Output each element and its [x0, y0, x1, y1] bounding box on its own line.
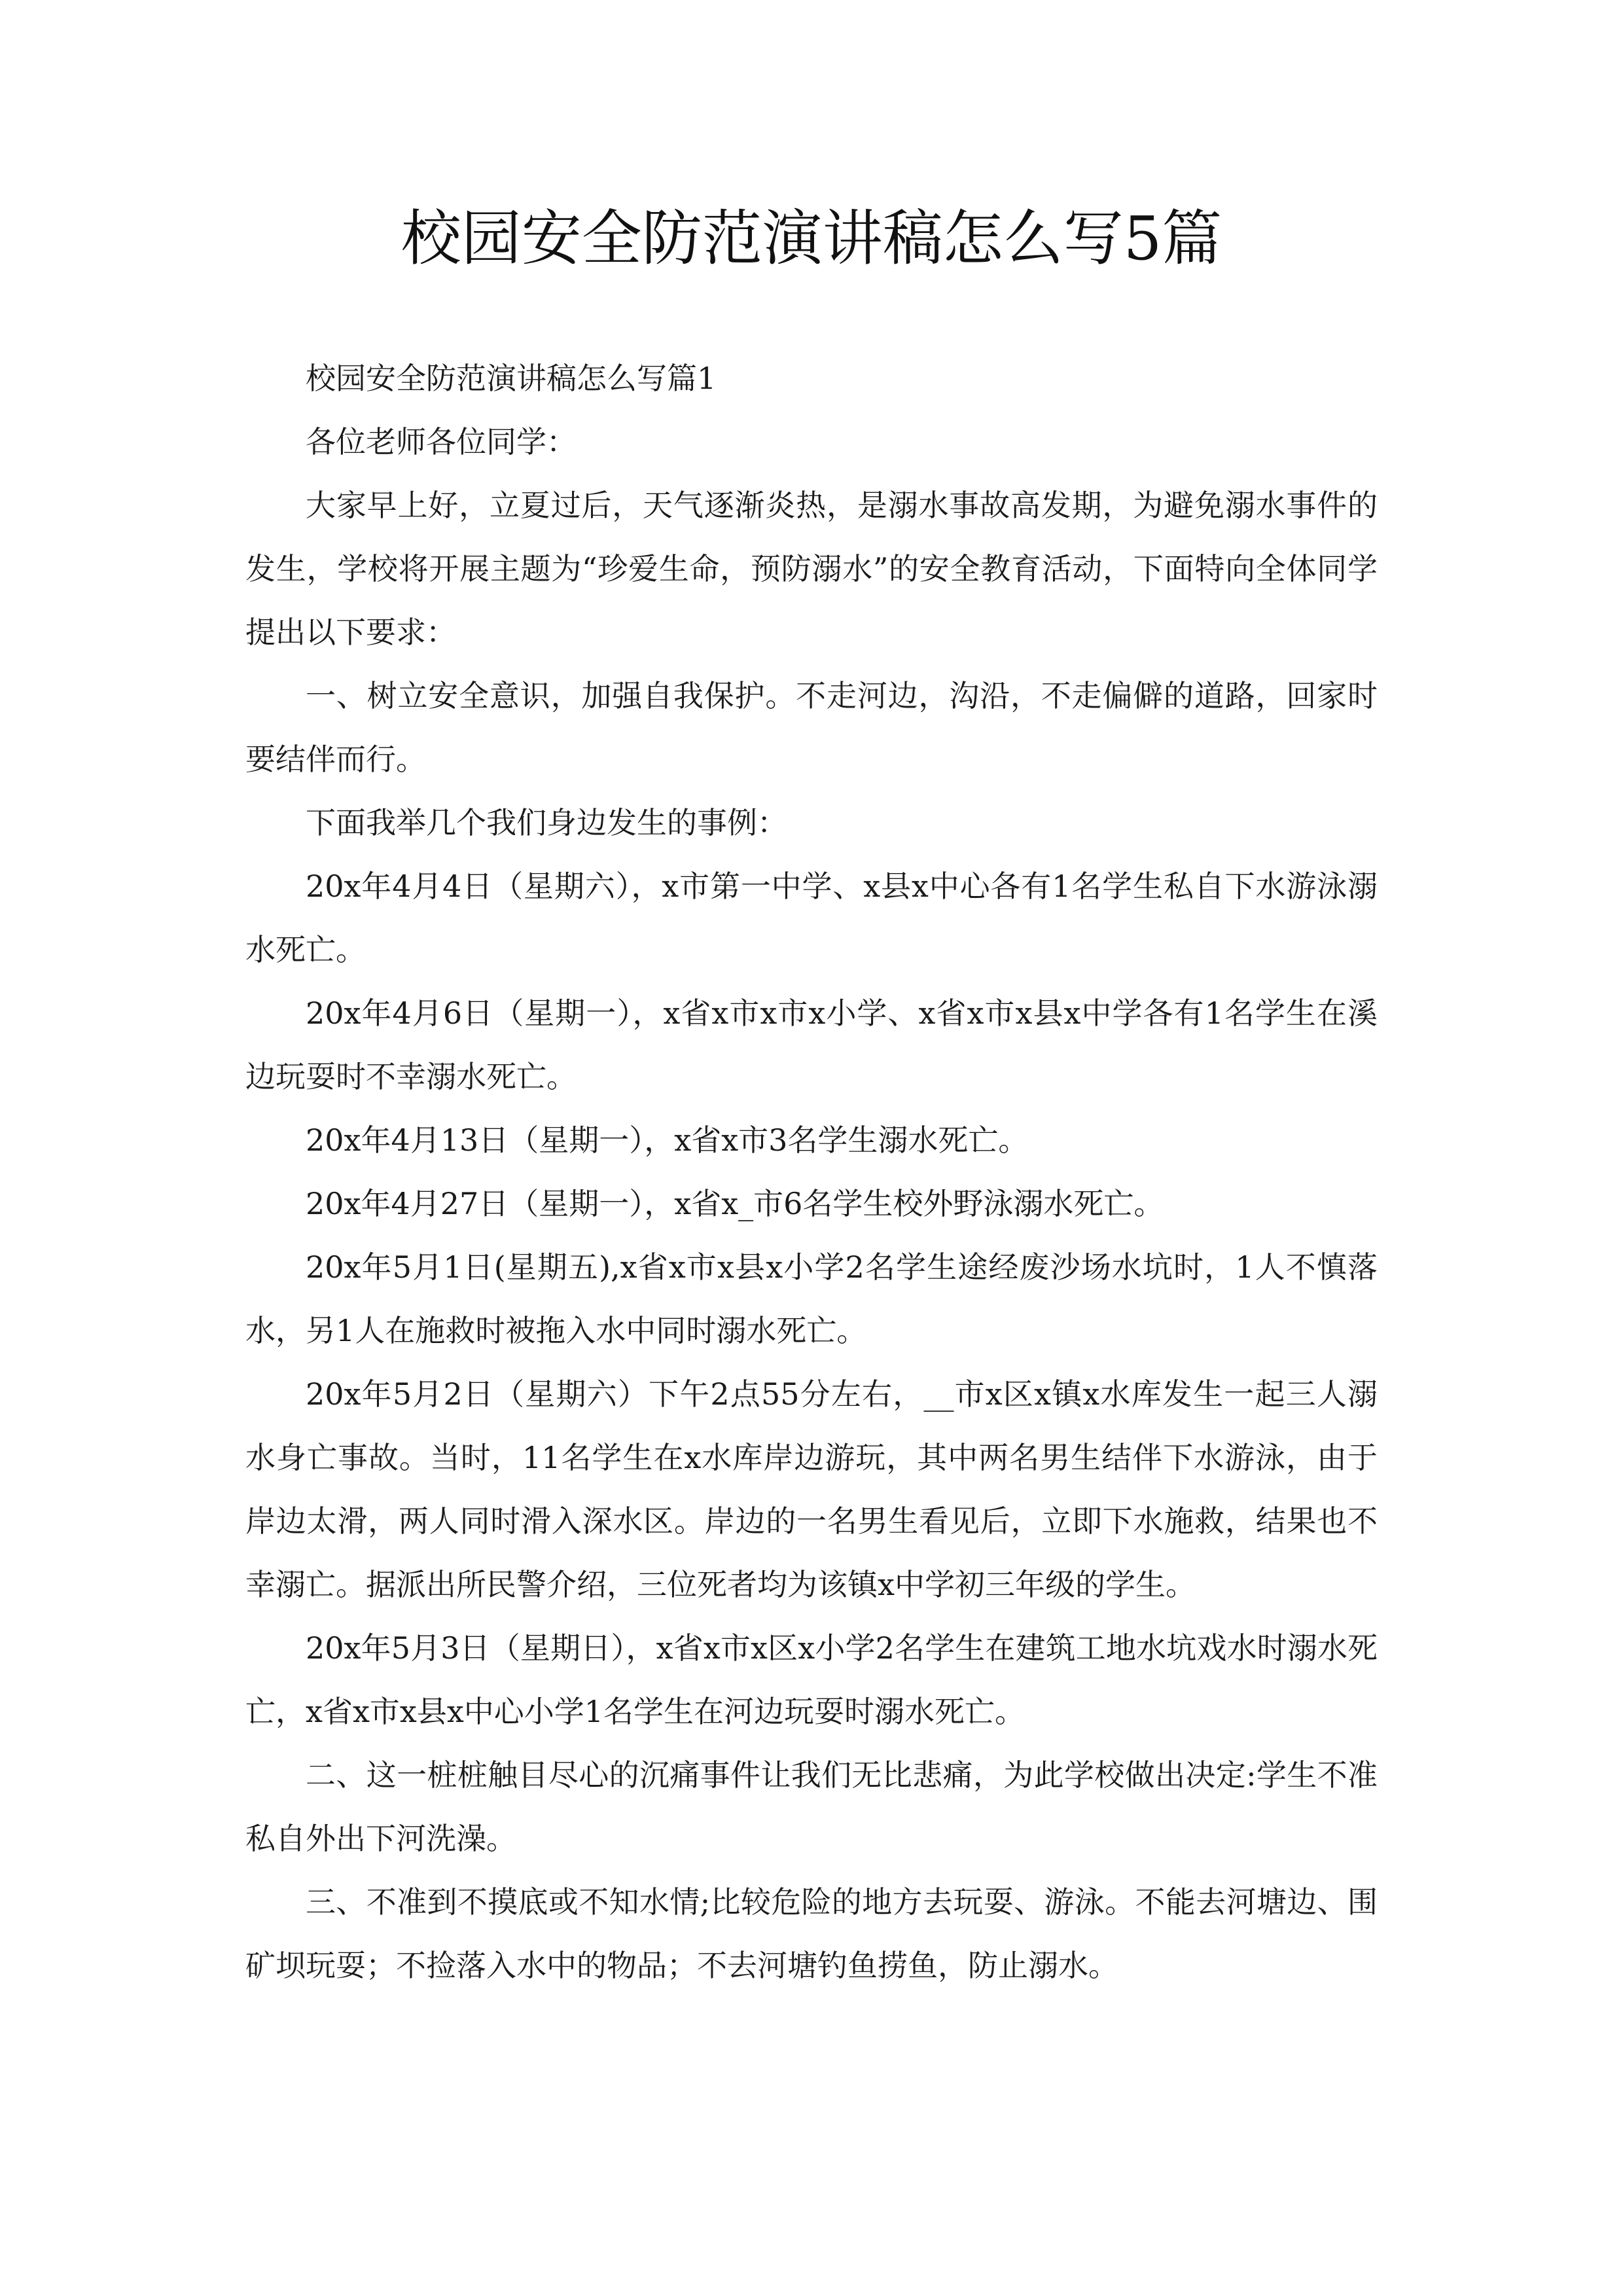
- paragraph-example: 20x年4月13日（星期一），x省x市3名学生溺水死亡。: [306, 1122, 1029, 1158]
- document-body: [245, 347, 1378, 1998]
- paragraph-section-heading: 校园安全防范演讲稿怎么写篇1: [306, 361, 717, 396]
- paragraph-rule-two: 二、这一桩桩触目尽心的沉痛事件让我们无比悲痛，为此学校做出决定:学生不准私自外出下河洗澡。: [245, 1757, 1378, 1856]
- paragraph-example: 20x年5月2日（星期六）下午2点55分左右，__市x区x镇x水库发生一起三人溺水身亡事故。当时，11名学生在x水库岸边游玩，其中两名男生结伴下水游泳，由于岸边太滑，两人同时滑入深水区。岸边的一名男生看见后，立即下水施救，结果也不幸溺亡。据派出所民警介绍，三位死者均为该镇x中学初三年级的学生。: [245, 1376, 1378, 1602]
- paragraph-example: 20x年5月1日(星期五),x省x市x县x小学2名学生途经废沙场水坑时，1人不慎落水，另1人在施救时被拖入水中同时溺水死亡。: [245, 1249, 1378, 1348]
- paragraph-rule-three: 三、不准到不摸底或不知水情;比较危险的地方去玩耍、游泳。不能去河塘边、围矿坝玩耍；不捡落入水中的物品；不去河塘钓鱼捞鱼，防止溺水。: [245, 1884, 1378, 1983]
- paragraph-salutation: 各位老师各位同学：: [306, 424, 577, 459]
- paragraph-example: 20x年4月4日（星期六），x市第一中学、x县x中心各有1名学生私自下水游泳溺水死亡。: [245, 869, 1378, 967]
- paragraph-example: 20x年4月27日（星期一），x省x_市6名学生校外野泳溺水死亡。: [306, 1186, 1164, 1221]
- paragraph-rule-one: 一、树立安全意识，加强自我保护。不走河边，沟沿，不走偏僻的道路，回家时要结伴而行。: [245, 678, 1378, 777]
- paragraph-intro: 大家早上好，立夏过后，天气逐渐炎热，是溺水事故高发期，为避免溺水事件的发生，学校将开展主题为“珍爱生命，预防溺水”的安全教育活动，下面特向全体同学提出以下要求：: [245, 488, 1378, 650]
- paragraph-examples-lead: 下面我举几个我们身边发生的事例：: [306, 805, 787, 840]
- paragraph-example: 20x年5月3日（星期日），x省x市x区x小学2名学生在建筑工地水坑戏水时溺水死亡，x省x市x县x中心小学1名学生在河边玩耍时溺水死亡。: [245, 1630, 1378, 1729]
- paragraph-example: 20x年4月6日（星期一），x省x市x市x小学、x省x市x县x中学各有1名学生在溪边玩耍时不幸溺水死亡。: [245, 996, 1378, 1094]
- document-title: 校园安全防范演讲稿怎么写5篇: [401, 204, 1222, 274]
